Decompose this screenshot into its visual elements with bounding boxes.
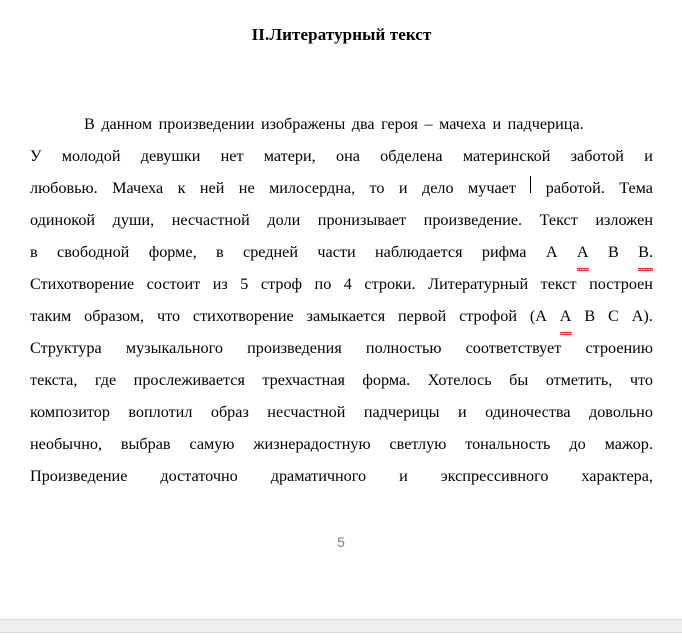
word: обделена [380, 147, 443, 165]
word: работой. [545, 179, 605, 197]
misspelled-word: А [577, 236, 589, 268]
word: части [317, 243, 356, 261]
page-number: 5 [337, 534, 345, 550]
word: необычно, [30, 435, 102, 453]
word: не [238, 179, 255, 197]
word: А [545, 243, 558, 261]
text-line[interactable] [30, 460, 653, 492]
word: светлую [389, 435, 447, 453]
page-separator-gap [0, 621, 682, 632]
word: состоит [146, 275, 201, 293]
word: рифма [481, 243, 527, 261]
word: что [156, 307, 181, 325]
word: Произведение [30, 467, 128, 485]
word: 4 [343, 275, 352, 293]
word: и [457, 403, 467, 421]
word: пронизывает [317, 211, 407, 229]
word: матери, [263, 147, 316, 165]
word: падчерица. [507, 115, 584, 133]
word: В [607, 243, 619, 261]
word: жизнерадостную [253, 435, 371, 453]
word: милосердна, [269, 179, 356, 197]
word: (А [529, 307, 547, 325]
text-line[interactable] [30, 172, 653, 204]
word: Литературный [428, 275, 529, 293]
word: несчастной [267, 403, 346, 421]
word: Стихотворение [30, 275, 135, 293]
word: трехчастная [262, 371, 345, 389]
word: мажор. [604, 435, 653, 453]
word: изображены [260, 115, 346, 133]
text-line[interactable] [30, 140, 653, 172]
word: и [399, 467, 408, 485]
word: два [351, 115, 375, 133]
misspelled-word: А [560, 300, 572, 332]
word: то [369, 179, 385, 197]
word: изложен [595, 211, 653, 229]
word: отметить, [545, 371, 613, 389]
text-line[interactable] [30, 300, 653, 332]
word: В [84, 115, 95, 133]
word: 5 [240, 275, 249, 293]
word: А). [631, 307, 653, 325]
word: произведение. [423, 211, 523, 229]
word: характера, [581, 467, 653, 485]
word: ней [199, 179, 225, 197]
word: В [584, 307, 596, 325]
word: достаточно [160, 467, 238, 485]
word: она [335, 147, 360, 165]
word: и [398, 179, 408, 197]
word: строфой [459, 307, 517, 325]
text-line[interactable] [30, 428, 653, 460]
text-caret [530, 176, 531, 193]
word: – [424, 115, 433, 133]
word: молодой [61, 147, 121, 165]
word: драматичного [270, 467, 367, 485]
word: музыкального [125, 339, 223, 357]
word: Хотелось [427, 371, 492, 389]
word: первой [398, 307, 447, 325]
document-body[interactable] [30, 108, 653, 492]
word: довольно [588, 403, 653, 421]
word: данном [101, 115, 153, 133]
word: где [94, 371, 117, 389]
word: образом, [84, 307, 145, 325]
word: Мачеха [112, 179, 164, 197]
word: и [492, 115, 502, 133]
word: соответствует [465, 339, 562, 357]
word: бы [509, 371, 529, 389]
word: до [569, 435, 586, 453]
word: строению [585, 339, 653, 357]
word: строф [260, 275, 303, 293]
word: стихотворение [192, 307, 294, 325]
word: произведения [247, 339, 342, 357]
word: несчастной [171, 211, 250, 229]
word: Текст [539, 211, 578, 229]
word: С [608, 307, 619, 325]
word: выбрав [120, 435, 171, 453]
word: мачеха [439, 115, 486, 133]
word: образ [210, 403, 249, 421]
word: построен [589, 275, 653, 293]
word: одинокой [30, 211, 96, 229]
word: в [216, 243, 224, 261]
word: воплотил [128, 403, 193, 421]
word: тональность [465, 435, 551, 453]
misspelled-word: В. [638, 236, 653, 268]
text-line[interactable] [30, 396, 653, 428]
word: свободной [57, 243, 130, 261]
word: строки. [364, 275, 416, 293]
word: текста, [30, 371, 78, 389]
word: форме, [148, 243, 197, 261]
word: в [30, 243, 38, 261]
word: Тема [619, 179, 653, 197]
word: Структура [30, 339, 102, 357]
word: средней [243, 243, 299, 261]
word: по [314, 275, 332, 293]
word: самую [189, 435, 235, 453]
word: и [644, 147, 653, 165]
text-line[interactable] [30, 204, 653, 236]
word: наблюдается [374, 243, 463, 261]
word: произведении [158, 115, 255, 133]
text-line[interactable] [30, 236, 653, 268]
word: материнской [462, 147, 551, 165]
word: форма. [362, 371, 411, 389]
word: композитор [30, 403, 110, 421]
word: падчерицы [363, 403, 440, 421]
word: что [629, 371, 653, 389]
word: дело [421, 179, 454, 197]
word: нет [220, 147, 244, 165]
word: заботой [570, 147, 624, 165]
text-line[interactable] [30, 108, 653, 140]
text-line[interactable] [30, 268, 653, 300]
word: прослеживается [133, 371, 245, 389]
word: души, [112, 211, 155, 229]
word: девушки [140, 147, 201, 165]
text-line[interactable] [30, 332, 653, 364]
word: замыкается [306, 307, 386, 325]
word: полностью [365, 339, 442, 357]
word: героя [381, 115, 418, 133]
word: таким [30, 307, 72, 325]
text-line[interactable] [30, 364, 653, 396]
word: к [177, 179, 186, 197]
word: любовью. [30, 179, 98, 197]
word: мучает [467, 179, 516, 197]
word: из [212, 275, 228, 293]
word: У [30, 147, 42, 165]
next-page-top-edge[interactable] [0, 632, 682, 644]
word: экспрессивного [440, 467, 549, 485]
word: одиночества [485, 403, 571, 421]
word: доли [267, 211, 301, 229]
word: текст [540, 275, 577, 293]
page-title: II.Литературный текст [251, 25, 432, 44]
